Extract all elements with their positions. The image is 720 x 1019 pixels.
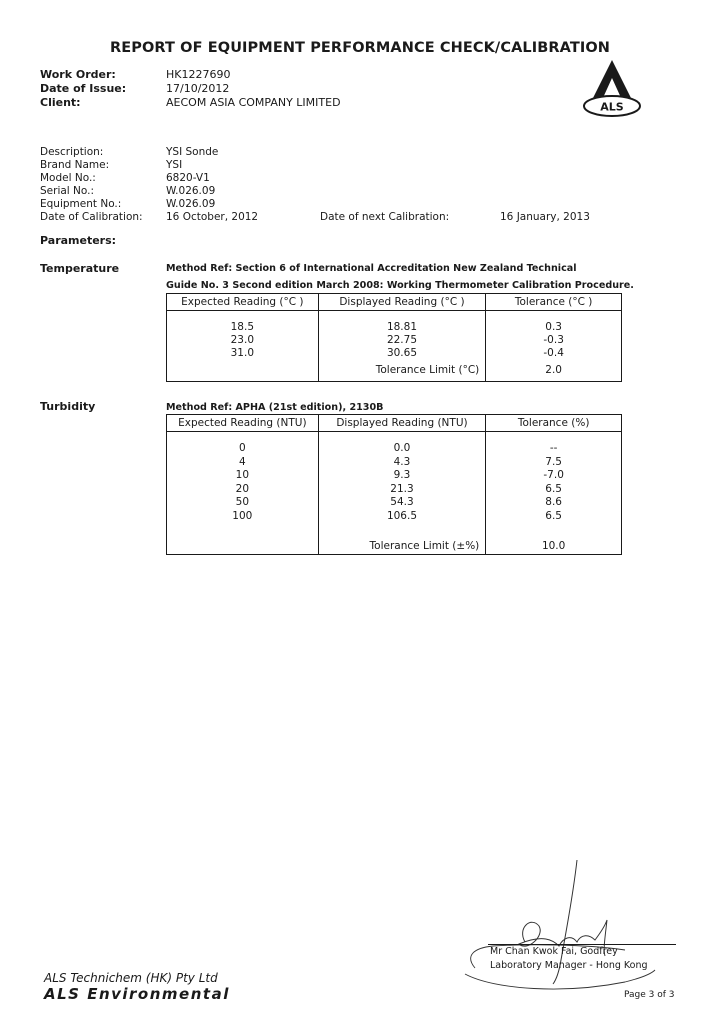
- turb-expected-cell: 10: [167, 469, 319, 483]
- turb-tolerance-cell: 6.5: [486, 509, 622, 523]
- turbidity-table: [166, 414, 622, 555]
- turbidity-header-row: [167, 415, 622, 432]
- table-row: [167, 347, 622, 360]
- turb-expected-cell: 50: [167, 496, 319, 510]
- turb-expected-cell: 0: [167, 442, 319, 456]
- temp-tolerance-cell: -0.3: [486, 334, 622, 347]
- signatory-title: Laboratory Manager - Hong Kong: [490, 960, 648, 971]
- turb-expected-cell: 20: [167, 482, 319, 496]
- date-of-issue-label: Date of Issue:: [40, 82, 127, 95]
- signature-graphic: [455, 856, 685, 996]
- client-value: AECOM ASIA COMPANY LIMITED: [166, 96, 341, 109]
- client-label: Client:: [40, 96, 81, 109]
- turb-displayed-cell: 106.5: [318, 509, 486, 523]
- logo-text: ALS: [600, 100, 624, 114]
- turb-tolerance-cell: 8.6: [486, 496, 622, 510]
- page-number: Page 3 of 3: [624, 990, 675, 1000]
- table-row: [167, 321, 622, 334]
- description-label: Description:: [40, 146, 104, 158]
- parameters-label: Parameters:: [40, 234, 117, 247]
- calibration-date-value: 16 October, 2012: [166, 211, 259, 223]
- turb-displayed-cell: 54.3: [318, 496, 486, 510]
- date-of-issue-value: 17/10/2012: [166, 82, 230, 95]
- temperature-table: [166, 293, 622, 382]
- turb-header-expected: Expected Reading (NTU): [167, 415, 319, 432]
- table-row: [167, 334, 622, 347]
- table-row: [167, 482, 622, 496]
- turb-tolerance-cell: --: [486, 442, 622, 456]
- description-value: YSI Sonde: [166, 146, 219, 158]
- temperature-method-line1: Method Ref: Section 6 of International Accreditation New Zealand Technical: [166, 263, 577, 274]
- turbidity-method-line1: Method Ref: APHA (21st edition), 2130B: [166, 402, 384, 413]
- turbidity-limit-row: [167, 523, 622, 555]
- temp-displayed-cell: 18.81: [318, 321, 486, 334]
- temp-header-displayed: Displayed Reading (°C ): [318, 294, 486, 311]
- turb-displayed-cell: 9.3: [318, 469, 486, 483]
- equipment-value: W.026.09: [166, 198, 216, 210]
- temperature-label: Temperature: [40, 262, 120, 275]
- temp-expected-cell: 31.0: [167, 347, 319, 360]
- table-row: [167, 442, 622, 456]
- turb-tolerance-cell: 7.5: [486, 455, 622, 469]
- temp-limit-value: 2.0: [486, 360, 622, 382]
- signature-line: [488, 944, 676, 945]
- temperature-method-line2: Guide No. 3 Second edition March 2008: Working Thermometer Calibration Procedure.: [166, 280, 634, 291]
- turb-displayed-cell: 21.3: [318, 482, 486, 496]
- temp-displayed-cell: 30.65: [318, 347, 486, 360]
- table-row: [167, 509, 622, 523]
- calibration-date-label: Date of Calibration:: [40, 211, 143, 223]
- model-label: Model No.:: [40, 172, 96, 184]
- turb-expected-cell: 4: [167, 455, 319, 469]
- temp-expected-cell: 18.5: [167, 321, 319, 334]
- work-order-value: HK1227690: [166, 68, 231, 81]
- temp-header-tolerance: Tolerance (°C ): [486, 294, 622, 311]
- temp-tolerance-cell: 0.3: [486, 321, 622, 334]
- serial-value: W.026.09: [166, 185, 216, 197]
- footer-brand: ALS Environmental: [44, 985, 230, 1003]
- table-row: [167, 455, 622, 469]
- temp-header-expected: Expected Reading (°C ): [167, 294, 319, 311]
- footer-company-name: ALS Technichem (HK) Pty Ltd: [44, 971, 218, 985]
- work-order-label: Work Order:: [40, 68, 116, 81]
- equipment-label: Equipment No.:: [40, 198, 122, 210]
- temp-limit-label: Tolerance Limit (°C): [318, 360, 486, 382]
- model-value: 6820-V1: [166, 172, 210, 184]
- serial-label: Serial No.:: [40, 185, 95, 197]
- table-row: [167, 469, 622, 483]
- turb-limit-label: Tolerance Limit (±%): [318, 523, 486, 555]
- turb-displayed-cell: 4.3: [318, 455, 486, 469]
- temp-displayed-cell: 22.75: [318, 334, 486, 347]
- report-title: REPORT OF EQUIPMENT PERFORMANCE CHECK/CALIBRATION: [110, 40, 610, 56]
- temp-tolerance-cell: -0.4: [486, 347, 622, 360]
- turb-expected-cell: 100: [167, 509, 319, 523]
- table-row: [167, 496, 622, 510]
- temperature-limit-row: [167, 360, 622, 382]
- turb-header-tolerance: Tolerance (%): [486, 415, 622, 432]
- turb-limit-value: 10.0: [486, 523, 622, 555]
- next-calibration-value: 16 January, 2013: [500, 211, 590, 223]
- signatory-name: Mr Chan Kwok Fai, Godfrey: [490, 946, 618, 957]
- temperature-header-row: [167, 294, 622, 311]
- brand-label: Brand Name:: [40, 159, 110, 171]
- turb-tolerance-cell: -7.0: [486, 469, 622, 483]
- turbidity-label: Turbidity: [40, 400, 96, 413]
- turb-displayed-cell: 0.0: [318, 442, 486, 456]
- next-calibration-label: Date of next Calibration:: [320, 211, 450, 223]
- brand-value: YSI: [166, 159, 183, 171]
- turb-tolerance-cell: 6.5: [486, 482, 622, 496]
- temp-expected-cell: 23.0: [167, 334, 319, 347]
- als-logo: [580, 56, 644, 120]
- turb-header-displayed: Displayed Reading (NTU): [318, 415, 486, 432]
